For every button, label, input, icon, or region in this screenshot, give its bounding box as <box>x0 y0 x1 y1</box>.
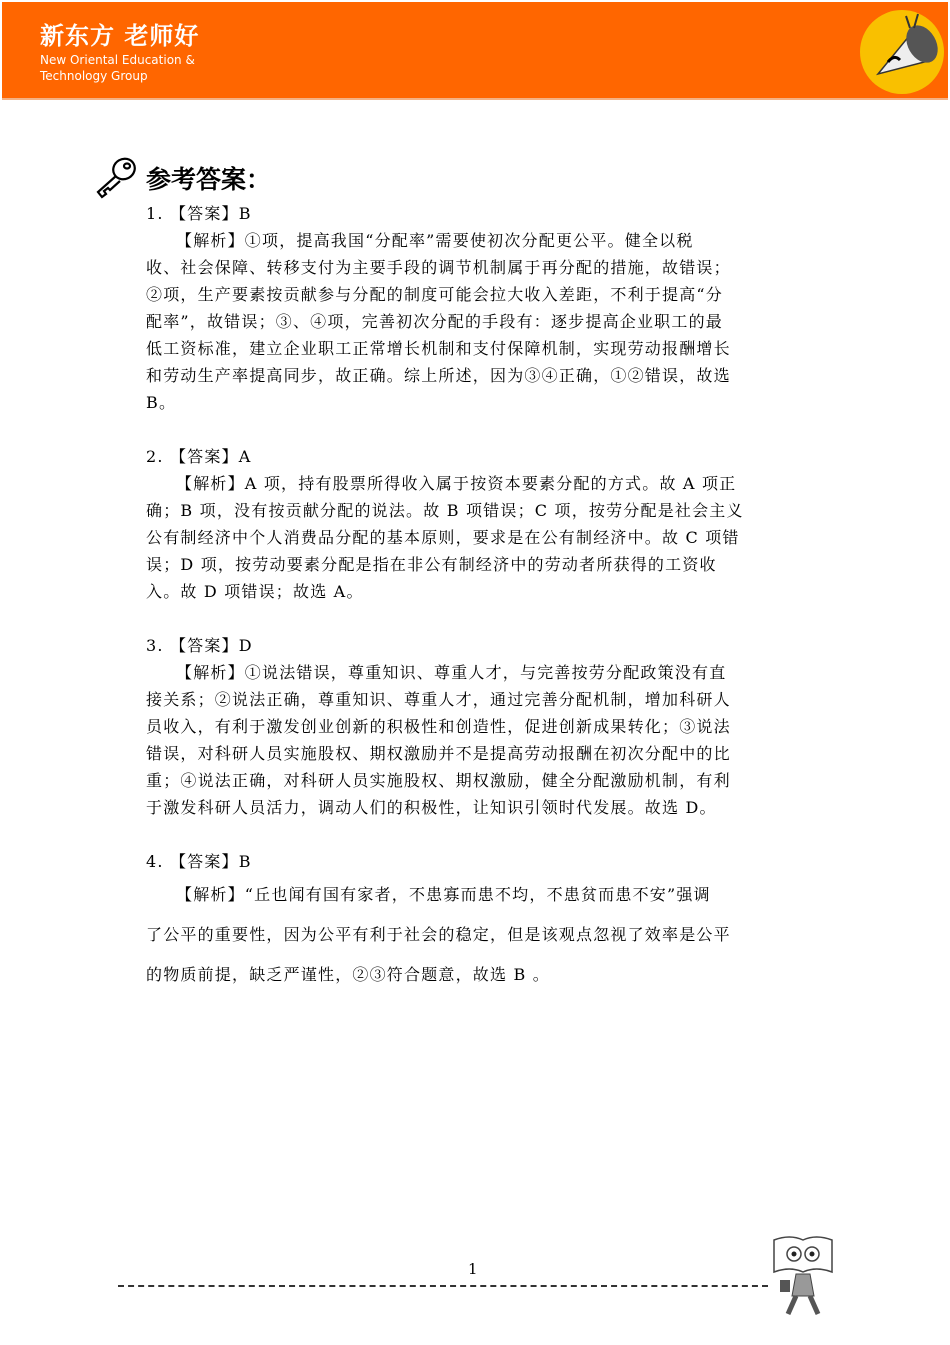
book-mascot-icon <box>770 1234 836 1318</box>
analysis-line: B。 <box>146 393 177 412</box>
answer-head: 1. 【答案】B <box>146 204 252 223</box>
analysis-line: 【解析】A 项，持有股票所得收入属于按资本要素分配的方式。故 A 项正 <box>176 474 737 493</box>
answer-head: 2. 【答案】A <box>146 447 252 466</box>
analysis-line: 低工资标准，建立企业职工正常增长机制和支付保障机制，实现劳动报酬增长 <box>146 339 731 358</box>
analysis-line: 于激发科研人员活力，调动人们的积极性，让知识引领时代发展。故选 D。 <box>146 798 717 817</box>
analysis-line: 了公平的重要性，因为公平有利于社会的稳定，但是该观点忽视了效率是公平 <box>146 925 731 944</box>
analysis-line: 公有制经济中个人消费品分配的基本原则，要求是在公有制经济中。故 C 项错 <box>146 528 740 547</box>
key-icon <box>94 156 138 200</box>
page-number: 1 <box>468 1260 478 1278</box>
brand-name-en <box>40 52 195 84</box>
megaphone-logo-icon <box>858 8 946 96</box>
analysis-line: 【解析】①说法错误，尊重知识、尊重人才，与完善按劳分配政策没有直 <box>176 663 727 682</box>
answer-item-1 <box>146 200 802 416</box>
brand-en-line1: New Oriental Education & <box>40 53 195 67</box>
answer-head: 4. 【答案】B <box>146 852 252 871</box>
answer-head: 3. 【答案】D <box>146 636 253 655</box>
brand-name-cn: 新东方 老师好 <box>40 22 200 50</box>
answer-item-3 <box>146 632 802 821</box>
analysis-line: 错误，对科研人员实施股权、期权激励并不是提高劳动报酬在初次分配中的比 <box>146 744 731 763</box>
analysis-line: 确；B 项，没有按贡献分配的说法。故 B 项错误；C 项，按劳分配是社会主义 <box>146 501 744 520</box>
analysis-line: 的物质前提，缺乏严谨性，②③符合题意，故选 B 。 <box>146 965 550 984</box>
answer-item-2 <box>146 443 802 605</box>
answer-list <box>146 200 802 995</box>
analysis-line: 员收入，有利于激发创业创新的积极性和创造性，促进创新成果转化；③说法 <box>146 717 731 736</box>
analysis-line: 配率”，故错误；③、④项，完善初次分配的手段有：逐步提高企业职工的最 <box>146 312 723 331</box>
analysis-line: 接关系；②说法正确，尊重知识、尊重人才，通过完善分配机制，增加科研人 <box>146 690 731 709</box>
analysis-line: 误；D 项，按劳动要素分配是指在非公有制经济中的劳动者所获得的工资收 <box>146 555 717 574</box>
brand-en-line2: Technology Group <box>40 69 148 83</box>
footer-divider <box>118 1285 768 1287</box>
answers-title: 参考答案： <box>146 165 272 194</box>
analysis-line: 入。故 D 项错误；故选 A。 <box>146 582 364 601</box>
analysis-line: 重；④说法正确，对科研人员实施股权、期权激励，健全分配激励机制，有利 <box>146 771 731 790</box>
analysis-line: 【解析】①项，提高我国“分配率”需要使初次分配更公平。健全以税 <box>176 231 694 250</box>
analysis-line: ②项，生产要素按贡献参与分配的制度可能会拉大收入差距，不利于提高“分 <box>146 285 723 304</box>
analysis-line: 和劳动生产率提高同步，故正确。综上所述，因为③④正确，①②错误，故选 <box>146 366 731 385</box>
analysis-line: 【解析】“丘也闻有国有家者，不患寡而患不均，不患贫而患不安”强调 <box>176 885 711 904</box>
analysis-line: 收、社会保障、转移支付为主要手段的调节机制属于再分配的措施，故错误； <box>146 258 731 277</box>
page-header <box>2 2 948 100</box>
answer-item-4 <box>146 848 802 995</box>
